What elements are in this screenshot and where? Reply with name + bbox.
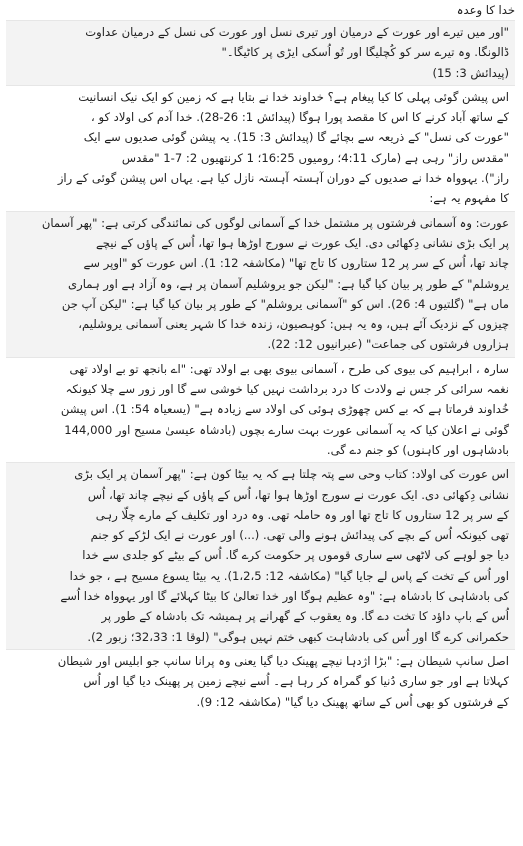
paragraph-line: کے سر پر 12 ستاروں کا تاج تھا اور وہ حاملہ تھی. وہ درد اور تکلیف کے مارے چلّا رہی: [95, 507, 509, 522]
paragraph-line: حکمرانی کرے گا اور اُس کی بادشاہت کبھی ختم نہیں ہوگی" (لوقا 1: 32،33؛ زبور 2).: [87, 629, 509, 644]
paragraph-line: نشانی دِکھائی دی. ایک عورت نے سورج اوڑھا ہوا تھا، اُس کے پاؤں کے نیچے چاند تھا، اُس: [87, 487, 509, 502]
paragraph-line: اس پیشن گوئی پہلی کا کیا پیغام ہے؟ خداوند خدا نے بتایا ہے کہ زمین کو ایک نیک انسانیت: [78, 89, 509, 104]
paragraph-line: "عورت کی نسل" کے ذریعہ سے بچائے گا (پیدائش 3: 15). یہ پیشن گوئی صدیوں سے ایک: [83, 130, 509, 145]
paragraph-serpent: [6, 650, 515, 714]
page-title: خدا کا وعدہ: [456, 3, 515, 17]
paragraph-line: اصل سانپ شیطان ہے: "بڑا اژدہا نیچے پھینک دیا گیا یعنی وہ پرانا سانپ جو ابلیس اور شیطان: [57, 653, 509, 668]
paragraph-line: اور اُس کے تخت کے پاس لے جایا گیا" (مکاشفہ 12: 1،2،5). یہ بیٹا یسوع مسیح ہے ، جو خدا: [69, 568, 509, 583]
paragraph-line: راز"). یہوواہ خدا نے صدیوں کے دوران آہستہ آہستہ نازل کیا ہے. یہاں اس پیشن گوئی کے راز: [57, 171, 509, 186]
paragraph-line: کے فرشتوں کو بھی اُس کے ساتھ پھینک دیا گیا" (مکاشفہ 12: 9).: [196, 694, 509, 709]
paragraph-line: بادشاہوں اور کاہنوں) کو جنم دے گی.: [326, 442, 509, 457]
paragraph-line: ماں ہے" (گلتیوں 4: 26). اس کو "آسمانی یروشلم" کے طور پر بیان کیا گیا ہے: "لیکن آپ جن: [61, 296, 509, 311]
paragraph-line: عورت: وہ آسمانی فرشتوں پر مشتمل خدا کے آسمانی لوگوں کی نمائندگی کرتی ہے: "پھر آسمان: [41, 215, 509, 230]
paragraph-offspring: [6, 462, 515, 650]
paragraph-line: کہلاتا ہے اور جو ساری دُنیا کو گمراہ کر رہا ہے۔ اُسے نیچے زمین پر پھینک دیا گیا اور اُس: [83, 674, 509, 689]
paragraph-line: پر ایک بڑی نشانی دِکھائی دی. ایک عورت نے سورج اوڑھا ہوا تھا، اُس کے پاؤں کے نیچے: [96, 235, 509, 250]
paragraph-sarah: [6, 358, 515, 462]
article-body: [6, 86, 515, 714]
quote-line: ڈالونگا. وہ تیرے سر کو کُچلیگا اور تُو اُسکی ایڑی پر کاٹیگا۔": [221, 45, 509, 60]
paragraph-line: خُداوند فرماتا ہے کہ بے کس چھوڑی ہوئی کی اولاد سے زیادہ ہے" (یسعیاہ 54: 1). اس پیشن: [60, 402, 509, 417]
paragraph-line: اس عورت کی اولاد: کتاب وحی سے پتہ چلتا ہے کہ یہ بیٹا کون ہے: "پھر آسمان پر ایک بڑی: [74, 467, 509, 482]
paragraph-line: چاند تھا، اُس کے سر پر 12 ستاروں کا تاج تھا" (مکاشفہ 12: 1). اس عورت کو "اوپر سے: [83, 256, 509, 271]
paragraph-prophecy-meaning: [6, 86, 515, 211]
paragraph-woman: [6, 211, 515, 358]
paragraph-line: دیا جو لوہے کی لاٹھی سے ساری قوموں پر حکومت کرے گا. اُس کے بیٹے کو جلدی سے خدا: [82, 548, 509, 563]
paragraph-line: چیزوں کے نزدیک آئے ہیں، وہ یہ ہیں: کوہصیون، زندہ خدا کا شہر یعنی آسمانی یروشلیم،: [78, 317, 509, 332]
paragraph-line: کی بادشاہی کا بادشاہ ہے: "وہ عظیم ہوگا اور خدا تعالیٰ کا بیٹا کہلائے گا اور یہوواہ خدا اُسے: [60, 589, 509, 604]
paragraph-line: کے ساتھ آباد کرنے کا اس کا مقصد پورا ہوگا (پیدائش 1: 26-28). خدا آدم کی اولاد کو ،: [91, 110, 509, 125]
paragraph-line: گوئی نے اعلان کیا کہ یہ آسمانی عورت بہت سارے بچوں (بادشاہ عیسیٰ مسیح اور 144,000: [64, 422, 509, 437]
quote-reference: (پیدائش 3: 15): [432, 65, 509, 80]
paragraph-line: کا مفہوم یہ ہے:: [429, 191, 509, 206]
paragraph-line: نغمہ سرائی کر جس نے ولادت کا درد برداشت نہیں کیا خوشی سے گا اور زور سے چلا کیونکہ: [65, 382, 509, 397]
paragraph-line: اُس کے باپ داؤد کا تخت دے گا. وہ یعقوب کے گھرانے پر ہمیشہ تک بادشاہ کے طور پر: [101, 609, 509, 624]
paragraph-line: سارہ ، ابراہیم کی بیوی کی طرح ، آسمانی بیوی بھی بے اولاد تھی: "اے بانجھ تو بے اولاد تھی: [69, 361, 509, 376]
paragraph-line: یروشلم" کے طور پر بیان کیا گیا ہے: "لیکن جو یروشلیم آسمان پر ہے، وہ آزاد ہے اور ہماری: [68, 276, 509, 291]
paragraph-line: ہزاروں فرشتوں کی جماعت" (عبرانیوں 12: 22).: [267, 337, 509, 352]
paragraph-line: تھی کیونکہ اُس کے بچے کی پیدائش ہونے والی تھی. (...) اور عورت نے ایک لڑکے کو جنم: [90, 528, 509, 543]
paragraph-line: "مقدس راز" رہی ہے (مارک 4:11؛ رومیوں 16:25؛ 1 کرنتھیوں 2: 7-1 "مقدس: [121, 150, 509, 165]
quote-block: [6, 20, 515, 86]
quote-line: "اور میں تیرے اور عورت کے درمیان اور تیری نسل اور عورت کی نسل کے درمیان عداوت: [85, 25, 509, 39]
